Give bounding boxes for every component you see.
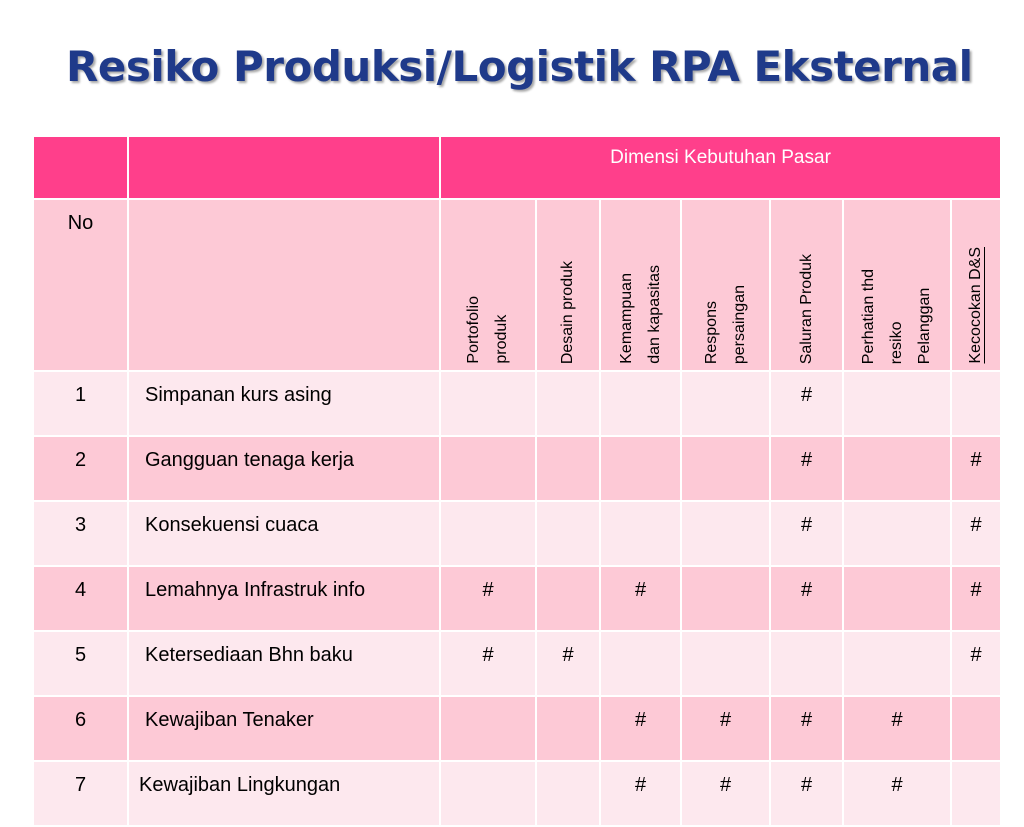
mark-cell [951, 371, 1001, 436]
column-header [951, 199, 1001, 371]
mark-cell [536, 566, 600, 631]
row-number: 1 [33, 371, 128, 436]
column-header [681, 199, 770, 371]
mark-cell [951, 696, 1001, 761]
mark-cell: # [770, 566, 843, 631]
mark-cell: # [770, 696, 843, 761]
mark-cell [951, 761, 1001, 826]
mark-cell: # [770, 761, 843, 826]
mark-cell [536, 501, 600, 566]
mark-cell [536, 761, 600, 826]
header-blank-cell [128, 136, 440, 199]
column-header [536, 199, 600, 371]
risk-table [32, 135, 1002, 827]
column-header-label: Portofolio produk [465, 296, 510, 364]
mark-cell [440, 436, 536, 501]
no-column-header: No [33, 199, 128, 371]
mark-cell: # [600, 761, 681, 826]
mark-cell: # [600, 566, 681, 631]
mark-cell: # [600, 696, 681, 761]
column-header-label: Respons persaingan [702, 284, 748, 364]
mark-cell: # [951, 436, 1001, 501]
mark-cell [681, 371, 770, 436]
risk-name: Lemahnya Infrastruk info [128, 566, 440, 631]
table-row [33, 501, 1001, 566]
row-number: 2 [33, 436, 128, 501]
mark-cell: # [681, 761, 770, 826]
mark-cell: # [843, 761, 951, 826]
column-header [770, 199, 843, 371]
mark-cell [843, 501, 951, 566]
mark-cell [681, 631, 770, 696]
mark-cell: # [770, 371, 843, 436]
mark-cell [536, 371, 600, 436]
mark-cell [440, 371, 536, 436]
row-number: 5 [33, 631, 128, 696]
mark-cell [681, 501, 770, 566]
column-header-label: Perhatian thd resiko Pelanggan [860, 268, 933, 364]
mark-cell [843, 631, 951, 696]
mark-cell [843, 566, 951, 631]
column-header-label: Kecocokan D&S [967, 247, 985, 364]
column-header [440, 199, 536, 371]
table-row [33, 371, 1001, 436]
mark-cell [536, 436, 600, 501]
column-header-label: Kemampuan dan kapasitas [617, 265, 663, 364]
mark-cell [681, 436, 770, 501]
row-number: 6 [33, 696, 128, 761]
mark-cell: # [681, 696, 770, 761]
table-row [33, 436, 1001, 501]
mark-cell [770, 631, 843, 696]
risk-name: Gangguan tenaga kerja [128, 436, 440, 501]
mark-cell: # [770, 436, 843, 501]
header-blank-cell [33, 136, 128, 199]
slide-title: Resiko Produksi/Logistik RPA Eksternal [66, 42, 973, 91]
table-row [33, 631, 1001, 696]
mark-cell: # [536, 631, 600, 696]
row-number: 7 [33, 761, 128, 826]
mark-cell [600, 501, 681, 566]
risk-name: Kewajiban Tenaker [128, 696, 440, 761]
risk-name: Kewajiban Lingkungan [128, 761, 440, 826]
column-header-label: Desain produk [559, 260, 576, 364]
table-row [33, 696, 1001, 761]
column-header [843, 199, 951, 371]
mark-cell: # [440, 631, 536, 696]
risk-name: Simpanan kurs asing [128, 371, 440, 436]
dimension-header: Dimensi Kebutuhan Pasar [440, 136, 1001, 199]
mark-cell [440, 501, 536, 566]
table-row [33, 566, 1001, 631]
mark-cell [600, 371, 681, 436]
mark-cell: # [843, 696, 951, 761]
mark-cell: # [440, 566, 536, 631]
mark-cell [843, 436, 951, 501]
mark-cell [600, 631, 681, 696]
risk-name: Konsekuensi cuaca [128, 501, 440, 566]
column-header-label: Saluran Produk [797, 253, 815, 364]
row-number: 4 [33, 566, 128, 631]
mark-cell: # [770, 501, 843, 566]
mark-cell: # [951, 566, 1001, 631]
mark-cell: # [951, 501, 1001, 566]
mark-cell [440, 761, 536, 826]
column-header [600, 199, 681, 371]
mark-cell: # [951, 631, 1001, 696]
risk-column-header [128, 199, 440, 371]
risk-name: Ketersediaan Bhn baku [128, 631, 440, 696]
table-header-row [33, 136, 1001, 199]
table-row [33, 761, 1001, 826]
mark-cell [843, 371, 951, 436]
mark-cell [536, 696, 600, 761]
mark-cell [681, 566, 770, 631]
mark-cell [600, 436, 681, 501]
row-number: 3 [33, 501, 128, 566]
mark-cell [440, 696, 536, 761]
column-label-row [33, 199, 1001, 371]
